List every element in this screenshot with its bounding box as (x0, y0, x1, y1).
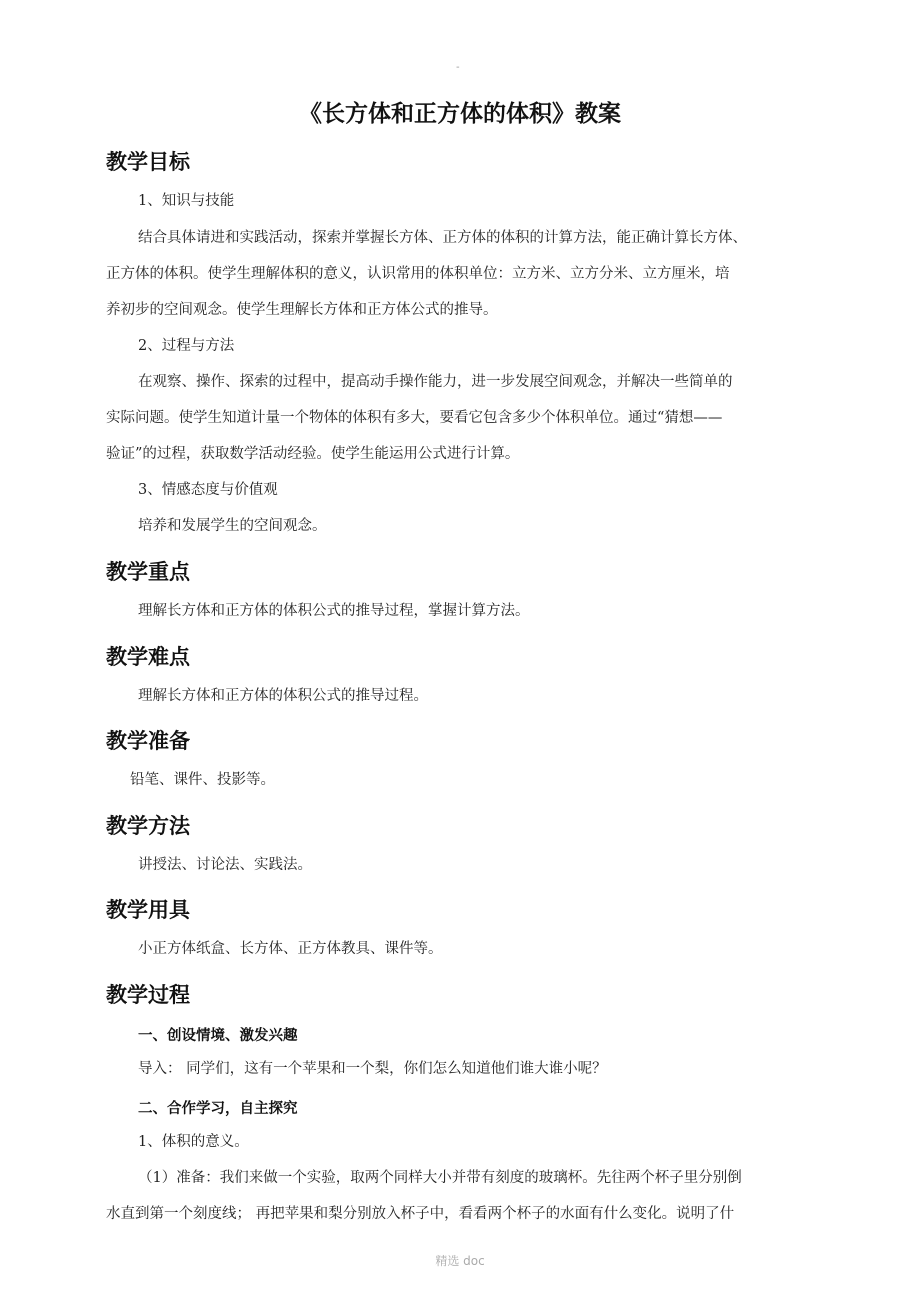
preparation-text: 铅笔、课件、投影等。 (130, 772, 275, 788)
header-mark: - (456, 62, 460, 73)
page-footer: 精选 doc (435, 1254, 485, 1268)
process-part2-title: 二、合作学习，自主探究 (138, 1101, 298, 1117)
process-part1-title: 一、创设情境、激发兴趣 (138, 1028, 298, 1044)
heading-preparation: 教学准备 (106, 729, 190, 753)
heading-goals: 教学目标 (106, 150, 190, 174)
goals-item1-title: 1、知识与技能 (138, 193, 235, 209)
goals-item1-line: 养初步的空间观念。使学生理解长方体和正方体公式的推导。 (106, 302, 498, 318)
process-part2-line: （1）准备：我们来做一个实验，取两个同样大小并带有刻度的玻璃杯。先往两个杯子里分别倒 (138, 1170, 742, 1186)
process-part1-text: 导入： 同学们，这有一个苹果和一个梨，你们怎么知道他们谁大谁小呢？ (138, 1061, 607, 1077)
heading-tools: 教学用具 (106, 898, 190, 922)
goals-item2-title: 2、过程与方法 (138, 338, 235, 354)
key-points-text: 理解长方体和正方体的体积公式的推导过程，掌握计算方法。 (138, 603, 530, 619)
goals-item2-line: 在观察、操作、探索的过程中，提高动手操作能力，进一步发展空间观念，并解决一些简单的 (138, 374, 733, 390)
process-part2-item: 1、体积的意义。 (138, 1134, 249, 1150)
heading-methods: 教学方法 (106, 814, 190, 838)
difficulties-text: 理解长方体和正方体的体积公式的推导过程。 (138, 688, 428, 704)
heading-difficulties: 教学难点 (106, 645, 190, 669)
process-part2-line: 水直到第一个刻度线； 再把苹果和梨分别放入杯子中，看看两个杯子的水面有什么变化。说明了什 (106, 1206, 735, 1222)
methods-text: 讲授法、讨论法、实践法。 (138, 857, 312, 873)
goals-item3-title: 3、情感态度与价值观 (138, 482, 278, 498)
heading-key-points: 教学重点 (106, 560, 190, 584)
goals-item1-line: 正方体的体积。使学生理解体积的意义，认识常用的体积单位：立方米、立方分米、立方厘米，培 (106, 266, 730, 282)
goals-item2-line: 验证”的过程，获取数学活动经验。使学生能运用公式进行计算。 (106, 446, 520, 462)
goals-item2-line: 实际问题。使学生知道计量一个物体的体积有多大，要看它包含多少个体积单位。通过“猜想—— (106, 410, 723, 426)
goals-item1-line: 结合具体请进和实践活动，探索并掌握长方体、正方体的体积的计算方法，能正确计算长方体、 (138, 230, 747, 246)
heading-process: 教学过程 (106, 983, 190, 1007)
tools-text: 小正方体纸盒、长方体、正方体教具、课件等。 (138, 941, 443, 957)
goals-item3-line: 培养和发展学生的空间观念。 (138, 518, 327, 534)
document-title: 《长方体和正方体的体积》教案 (299, 101, 621, 127)
